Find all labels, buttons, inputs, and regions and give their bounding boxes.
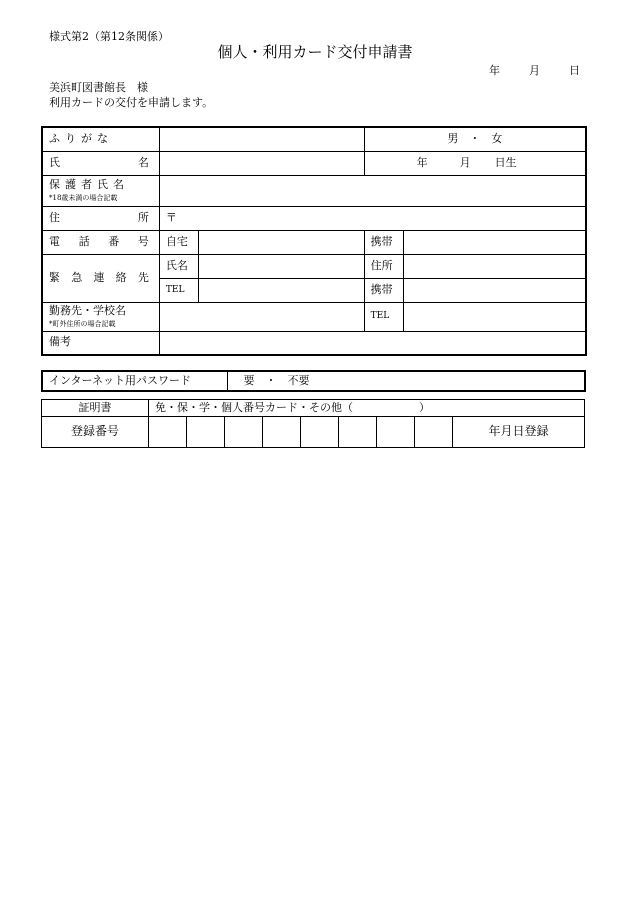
work-field[interactable] bbox=[159, 302, 364, 331]
registration-digit-box[interactable] bbox=[377, 417, 415, 448]
emergency-name-field[interactable] bbox=[199, 254, 365, 278]
row-guardian bbox=[42, 175, 586, 206]
certificate-options[interactable]: 免・保・学・個人番号カード・その他（ ） bbox=[149, 400, 585, 417]
registration-number-label: 登録番号 bbox=[42, 417, 149, 448]
emergency-tel-label: TEL bbox=[159, 278, 198, 302]
guardian-note: *18歳未満の場合記載 bbox=[49, 193, 118, 202]
application-form-table bbox=[41, 126, 587, 356]
page-title: 個人・利用カード交付申請書 bbox=[217, 43, 413, 61]
registration-digit-box[interactable] bbox=[187, 417, 225, 448]
address-label: 住 所 bbox=[42, 206, 159, 230]
date-month-label: 月 bbox=[529, 64, 540, 77]
registration-digit-box[interactable] bbox=[149, 417, 187, 448]
name-label: 氏 名 bbox=[42, 151, 159, 175]
row-phone bbox=[42, 230, 586, 254]
office-use-table bbox=[41, 399, 585, 448]
emergency-mobile-field[interactable] bbox=[403, 278, 586, 302]
registration-digit-box[interactable] bbox=[415, 417, 453, 448]
intro-text: 利用カードの交付を申請します。 bbox=[49, 96, 214, 109]
furigana-label: ふりがな bbox=[42, 127, 159, 151]
emergency-address-field[interactable] bbox=[403, 254, 586, 278]
birth-day-label: 日生 bbox=[494, 155, 517, 169]
emergency-label: 緊 急 連 絡 先 bbox=[42, 254, 159, 302]
certificate-label: 証明書 bbox=[42, 400, 149, 417]
home-phone-field[interactable] bbox=[199, 230, 365, 254]
mobile-phone-field[interactable] bbox=[403, 230, 586, 254]
registration-digit-box[interactable] bbox=[301, 417, 339, 448]
guardian-label: 保護者氏名 *18歳未満の場合記載 bbox=[42, 175, 159, 206]
date-day-label: 日 bbox=[569, 64, 580, 77]
work-note: *町外住所の場合記載 bbox=[49, 319, 116, 328]
furigana-field[interactable] bbox=[159, 127, 364, 151]
emergency-tel-field[interactable] bbox=[199, 278, 365, 302]
password-table bbox=[41, 370, 586, 392]
registration-digit-box[interactable] bbox=[339, 417, 377, 448]
emergency-name-label: 氏名 bbox=[159, 254, 198, 278]
birth-year-label: 年 bbox=[416, 155, 428, 169]
registration-digit-box[interactable] bbox=[225, 417, 263, 448]
phone-label: 電 話 番 号 bbox=[42, 230, 159, 254]
row-name bbox=[42, 151, 586, 175]
emergency-mobile-label: 携帯 bbox=[364, 278, 403, 302]
row-furigana bbox=[42, 127, 586, 151]
remarks-field[interactable] bbox=[159, 331, 586, 355]
work-tel-label: TEL bbox=[364, 302, 403, 331]
registration-date-field[interactable]: 年月日登録 bbox=[453, 417, 585, 448]
registration-digit-box[interactable] bbox=[263, 417, 301, 448]
password-options[interactable]: 要 ・ 不要 bbox=[243, 373, 310, 387]
work-label: 勤務先・学校名 *町外住所の場合記載 bbox=[42, 302, 159, 331]
row-work bbox=[42, 302, 586, 331]
date-year-label: 年 bbox=[489, 64, 500, 77]
address-field[interactable]: 〒 bbox=[159, 206, 586, 230]
row-emergency-1 bbox=[42, 254, 586, 278]
form-number: 様式第2（第12条関係） bbox=[49, 30, 169, 43]
name-field[interactable] bbox=[159, 151, 364, 175]
birthdate-field[interactable] bbox=[364, 151, 586, 175]
password-label: インターネット用パスワード bbox=[42, 371, 227, 391]
home-phone-label: 自宅 bbox=[159, 230, 198, 254]
row-address bbox=[42, 206, 586, 230]
work-tel-field[interactable] bbox=[403, 302, 586, 331]
birth-month-label: 月 bbox=[459, 155, 471, 169]
row-remarks bbox=[42, 331, 586, 355]
mobile-phone-label: 携帯 bbox=[364, 230, 403, 254]
gender-field[interactable]: 男 ・ 女 bbox=[364, 127, 586, 151]
emergency-address-label: 住所 bbox=[364, 254, 403, 278]
addressee: 美浜町図書館長 様 bbox=[49, 81, 148, 94]
remarks-label: 備考 bbox=[42, 331, 159, 355]
guardian-field[interactable] bbox=[159, 175, 586, 206]
